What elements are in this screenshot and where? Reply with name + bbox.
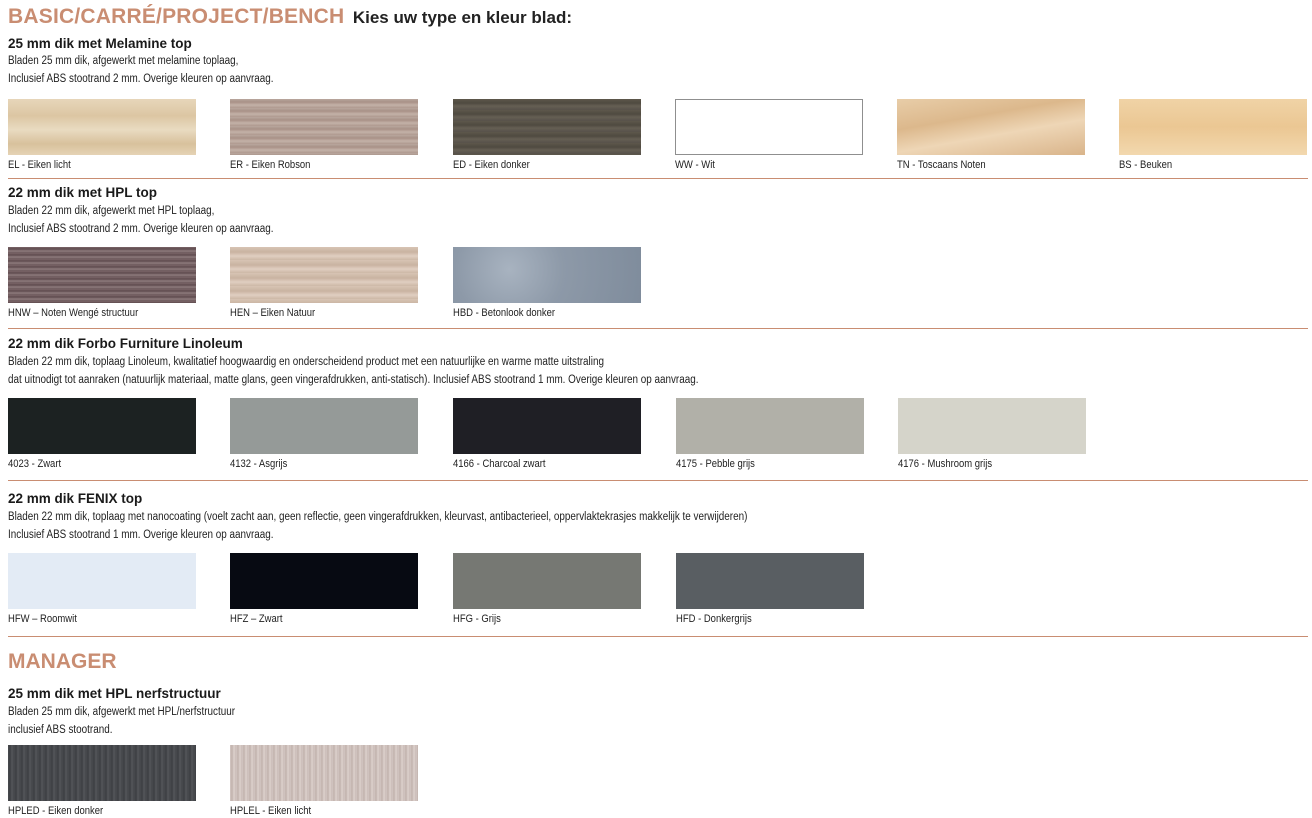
- swatch-tn[interactable]: [897, 99, 1085, 155]
- swatch-hfd[interactable]: [676, 553, 864, 609]
- swatch-label-hfz: HFZ – Zwart: [230, 613, 283, 625]
- section-divider: [8, 328, 1308, 329]
- swatch-label-ed: ED - Eiken donker: [453, 159, 530, 171]
- swatch-hfg[interactable]: [453, 553, 641, 609]
- swatch-label-bs: BS - Beuken: [1119, 159, 1173, 171]
- section-divider: [8, 480, 1308, 481]
- section-desc-linoleum: [8, 353, 698, 389]
- section-title-melamine: 25 mm dik met Melamine top: [8, 36, 192, 51]
- section-title-linoleum: 22 mm dik Forbo Furniture Linoleum: [8, 336, 243, 351]
- section-desc-melamine: [8, 52, 274, 88]
- desc-line: Bladen 22 mm dik, toplaag met nanocoating (voelt zacht aan, geen reflectie, geen vingerafdrukken, kleurvast, antibacterieel, oppervlaktekrasjes makkelijk te verwijderen): [8, 511, 748, 523]
- section-title-hpl: 22 mm dik met HPL top: [8, 185, 158, 200]
- swatch-hen[interactable]: [230, 247, 418, 303]
- swatch-label-hbd: HBD - Betonlook donker: [453, 307, 556, 319]
- swatch-label-er: ER - Eiken Robson: [230, 159, 311, 171]
- swatch-label-4132: 4132 - Asgrijs: [230, 458, 288, 470]
- section-desc-hpl: [8, 202, 274, 238]
- page-header: [8, 5, 572, 29]
- swatch-label-4023: 4023 - Zwart: [8, 458, 62, 470]
- desc-line: Bladen 25 mm dik, afgewerkt met melamine toplaag,: [8, 55, 239, 67]
- swatch-hpled[interactable]: [8, 745, 196, 801]
- swatch-4175[interactable]: [676, 398, 864, 454]
- section-divider: [8, 178, 1308, 179]
- swatch-label-4176: 4176 - Mushroom grijs: [898, 458, 993, 470]
- desc-line: Inclusief ABS stootrand 2 mm. Overige kleuren op aanvraag.: [8, 223, 274, 235]
- swatch-label-4166: 4166 - Charcoal zwart: [453, 458, 546, 470]
- swatch-bs[interactable]: [1119, 99, 1307, 155]
- section-desc-nerfstructuur: [8, 703, 235, 739]
- desc-line: Inclusief ABS stootrand 1 mm. Overige kleuren op aanvraag.: [8, 529, 274, 541]
- swatch-label-hen: HEN – Eiken Natuur: [230, 307, 316, 319]
- swatch-label-hfg: HFG - Grijs: [453, 613, 501, 625]
- swatch-4166[interactable]: [453, 398, 641, 454]
- section-title-fenix: 22 mm dik FENIX top: [8, 491, 143, 506]
- swatch-hplel[interactable]: [230, 745, 418, 801]
- swatch-er[interactable]: [230, 99, 418, 155]
- swatch-4132[interactable]: [230, 398, 418, 454]
- swatch-label-ww: WW - Wit: [675, 159, 715, 171]
- desc-line: inclusief ABS stootrand.: [8, 724, 113, 736]
- swatch-label-tn: TN - Toscaans Noten: [897, 159, 986, 171]
- section-title-nerfstructuur: 25 mm dik met HPL nerfstructuur: [8, 686, 221, 701]
- swatch-label-hplel: HPLEL - Eiken licht: [230, 805, 312, 817]
- swatch-label-hfd: HFD - Donkergrijs: [676, 613, 752, 625]
- swatch-hnw[interactable]: [8, 247, 196, 303]
- swatch-el[interactable]: [8, 99, 196, 155]
- swatch-label-hnw: HNW – Noten Wengé structuur: [8, 307, 139, 319]
- swatch-label-4175: 4175 - Pebble grijs: [676, 458, 755, 470]
- swatch-hfw[interactable]: [8, 553, 196, 609]
- swatch-label-hfw: HFW – Roomwit: [8, 613, 77, 625]
- brand-heading: BASIC/CARRÉ/PROJECT/BENCH: [8, 5, 345, 28]
- desc-line: Bladen 25 mm dik, afgewerkt met HPL/nerfstructuur: [8, 706, 236, 718]
- desc-line: Bladen 22 mm dik, afgewerkt met HPL toplaag,: [8, 205, 215, 217]
- swatch-hfz[interactable]: [230, 553, 418, 609]
- section-desc-fenix: [8, 508, 747, 544]
- swatch-label-hpled: HPLED - Eiken donker: [8, 805, 104, 817]
- desc-line: dat uitnodigt tot aanraken (natuurlijk materiaal, matte glans, geen vingerafdrukken, anti-statisch). Inclusief ABS stootrand 1 mm. Overige kleuren op aanvraag.: [8, 374, 699, 386]
- section-divider: [8, 636, 1308, 637]
- swatch-ed[interactable]: [453, 99, 641, 155]
- desc-line: Bladen 22 mm dik, toplaag Linoleum, kwalitatief hoogwaardig en onderscheidend product met een natuurlijke en warme matte uitstraling: [8, 356, 604, 368]
- swatch-label-el: EL - Eiken licht: [8, 159, 71, 171]
- swatch-4176[interactable]: [898, 398, 1086, 454]
- desc-line: Inclusief ABS stootrand 2 mm. Overige kleuren op aanvraag.: [8, 73, 274, 85]
- swatch-4023[interactable]: [8, 398, 196, 454]
- page-subtitle: Kies uw type en kleur blad:: [352, 8, 572, 27]
- manager-heading: MANAGER: [8, 650, 117, 673]
- swatch-ww[interactable]: [675, 99, 863, 155]
- swatch-hbd[interactable]: [453, 247, 641, 303]
